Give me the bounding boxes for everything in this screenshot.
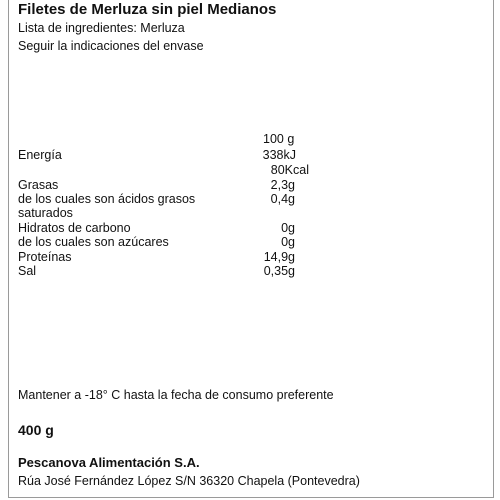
ingredients-text: Lista de ingredientes: Merluza	[18, 21, 185, 35]
saturated-fat-label: de los cuales son ácidos grasos	[18, 192, 196, 206]
storage-text: Mantener a -18° C hasta la fecha de consumo preferente	[18, 388, 334, 402]
saturated-fat-label-continued: saturados	[18, 206, 73, 220]
company-name: Pescanova Alimentación S.A.	[18, 455, 200, 470]
energy-kj-value: 338kJ	[262, 148, 296, 162]
label-sheet	[8, 0, 494, 498]
fat-label: Grasas	[18, 178, 59, 192]
carbohydrates-label: Hidratos de carbono	[18, 221, 131, 235]
carbohydrates-value: 0g	[281, 221, 295, 235]
energy-kcal-value: 80Kcal	[270, 163, 309, 177]
product-title: Filetes de Merluza sin piel Medianos	[18, 1, 277, 18]
company-address: Rúa José Fernández López S/N 36320 Chapela (Pontevedra)	[18, 474, 360, 488]
net-weight: 400 g	[18, 422, 54, 438]
sugars-label: de los cuales son azúcares	[18, 235, 169, 249]
salt-value: 0,35g	[263, 264, 295, 278]
instructions-text: Seguir la indicaciones del envase	[18, 39, 204, 53]
protein-value: 14,9g	[263, 250, 295, 264]
nutrition-column-header: 100 g	[263, 132, 295, 146]
energy-label: Energía	[18, 148, 62, 162]
fat-value: 2,3g	[270, 178, 295, 192]
sugars-value: 0g	[281, 235, 295, 249]
salt-label: Sal	[18, 264, 37, 278]
protein-label: Proteínas	[18, 250, 72, 264]
saturated-fat-value: 0,4g	[270, 192, 295, 206]
